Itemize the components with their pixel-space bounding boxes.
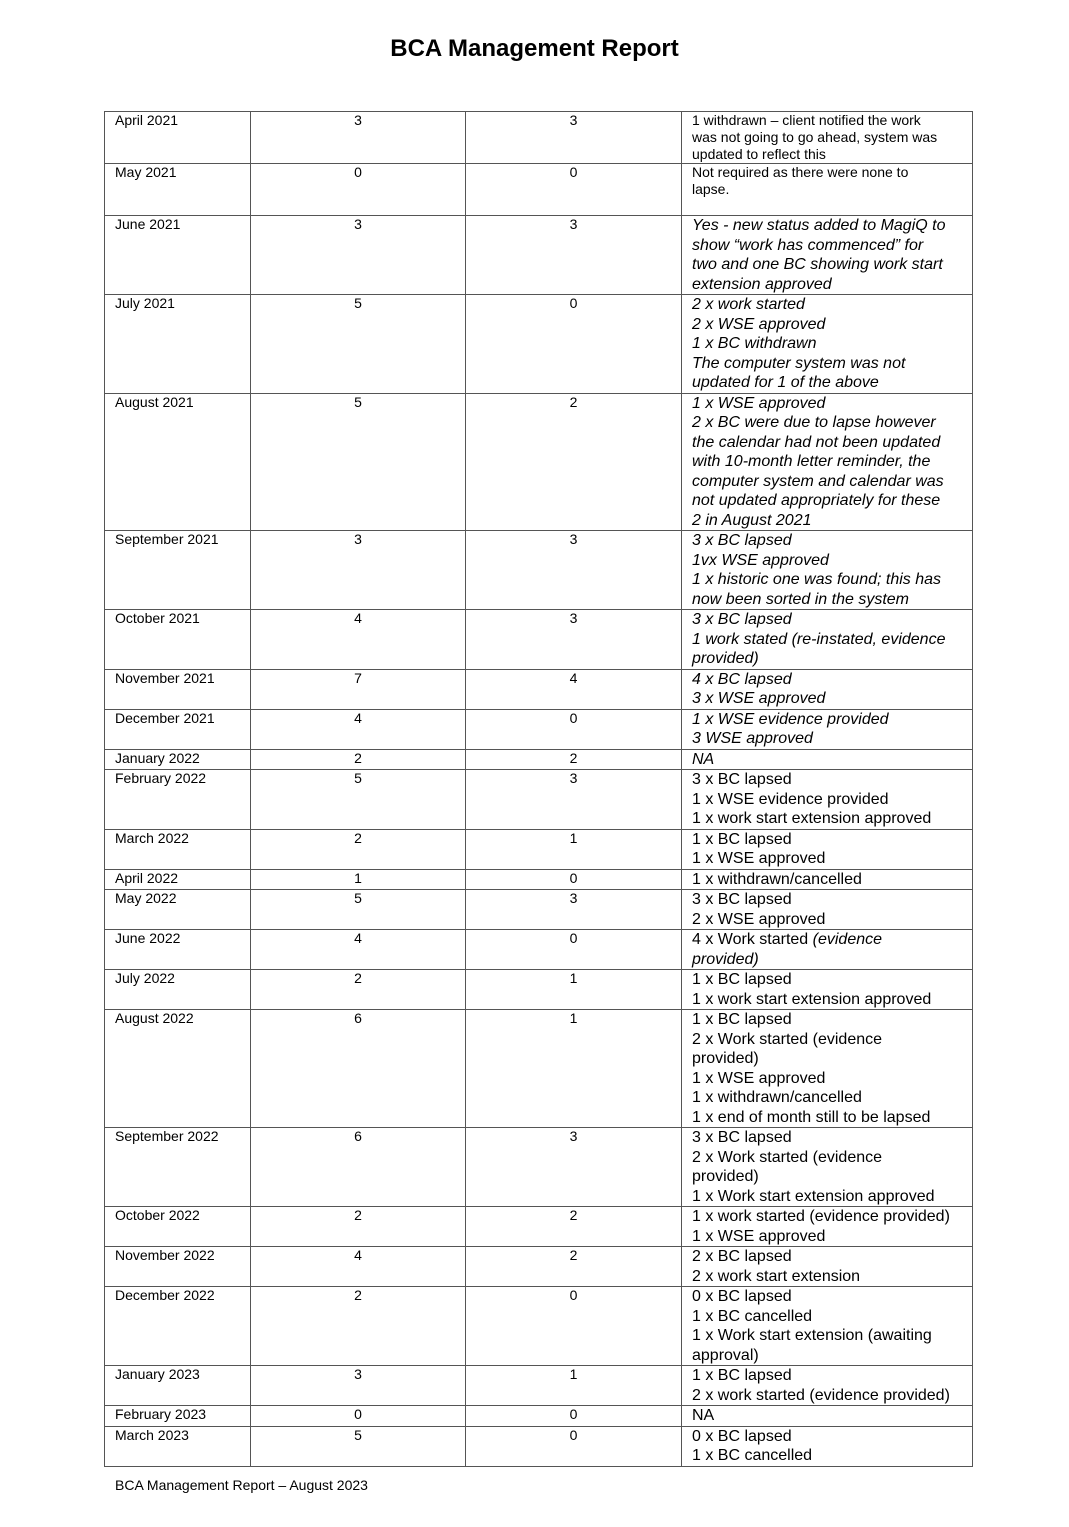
note-line: lapse. <box>692 181 730 197</box>
note-line: 1 x Work start extension approved <box>692 1187 935 1205</box>
note-line: the calendar had not been updated <box>692 433 941 451</box>
count-cell-first: 1 <box>251 869 466 890</box>
count-cell-second: 2 <box>466 749 682 770</box>
month-cell: September 2022 <box>105 1128 251 1207</box>
note-line: two and one BC showing work start <box>692 256 943 273</box>
count-cell-second: 2 <box>466 1247 682 1287</box>
note-line: 1 x BC lapsed <box>692 830 792 848</box>
month-cell: September 2021 <box>105 531 251 610</box>
count-cell-first: 5 <box>251 1426 466 1466</box>
month-cell: March 2022 <box>105 829 251 869</box>
note-line <box>692 930 966 950</box>
note-line: 1 x work started (evidence provided) <box>692 1208 950 1225</box>
count-cell-first: 4 <box>251 610 466 670</box>
note-line: 1 x BC lapsed <box>692 1367 792 1384</box>
notes-cell <box>682 610 973 670</box>
table-row <box>105 531 973 610</box>
notes-cell <box>682 869 973 890</box>
count-cell-second: 3 <box>466 610 682 670</box>
note-line: Not required as there were none to <box>692 164 909 180</box>
count-cell-first: 4 <box>251 930 466 970</box>
month-cell: June 2022 <box>105 930 251 970</box>
note-line: 1 x work start extension approved <box>692 810 932 827</box>
note-line: 1 x end of month still to be lapsed <box>692 1108 931 1126</box>
note-line: 2 x work start extension <box>692 1267 861 1285</box>
note-line: 0 x BC lapsed <box>692 1427 792 1445</box>
count-cell-first: 2 <box>251 829 466 869</box>
note-line: provided) <box>692 1050 759 1067</box>
table-row <box>105 1287 973 1366</box>
notes-cell <box>682 669 973 709</box>
note-line: 1 x WSE evidence provided <box>692 710 889 728</box>
note-line: 2 x work started <box>692 296 805 313</box>
note-line: 2 in August 2021 <box>692 511 812 529</box>
page-title: BCA Management Report <box>390 35 679 62</box>
note-line: 1 x BC withdrawn <box>692 335 817 352</box>
count-cell-first: 2 <box>251 970 466 1010</box>
count-cell-second: 0 <box>466 1406 682 1427</box>
report-table-body <box>105 112 973 1467</box>
count-cell-second: 3 <box>466 112 682 164</box>
count-cell-first: 0 <box>251 1406 466 1427</box>
notes-cell <box>682 970 973 1010</box>
month-cell: April 2022 <box>105 869 251 890</box>
count-cell-first: 5 <box>251 890 466 930</box>
note-line <box>692 950 966 970</box>
note-line: 1 x work start extension approved <box>692 990 932 1008</box>
month-cell: May 2022 <box>105 890 251 930</box>
count-cell-second: 4 <box>466 669 682 709</box>
note-line: 1 x WSE approved <box>692 850 826 867</box>
count-cell-first: 3 <box>251 531 466 610</box>
note-line: 2 x Work started (evidence <box>692 1148 883 1166</box>
month-cell: August 2021 <box>105 393 251 531</box>
notes-cell <box>682 216 973 295</box>
table-row <box>105 890 973 930</box>
note-line: 4 x BC lapsed <box>692 670 792 688</box>
note-line: computer system and calendar was <box>692 472 944 490</box>
note-line: 2 x BC lapsed <box>692 1248 792 1265</box>
note-line: 1vx WSE approved <box>692 551 829 569</box>
note-line: 3 x WSE approved <box>692 690 826 707</box>
count-cell-first: 4 <box>251 709 466 749</box>
month-cell: June 2021 <box>105 216 251 295</box>
count-cell-second: 0 <box>466 1426 682 1466</box>
note-line: 2 x WSE approved <box>692 910 826 928</box>
notes-cell <box>682 890 973 930</box>
table-row <box>105 1128 973 1207</box>
table-row <box>105 749 973 770</box>
table-row <box>105 869 973 890</box>
note-line: 1 x WSE approved <box>692 1069 826 1087</box>
notes-cell <box>682 770 973 830</box>
page-footer: BCA Management Report – August 2023 <box>115 1477 368 1493</box>
count-cell-second: 3 <box>466 890 682 930</box>
count-cell-first: 2 <box>251 1207 466 1247</box>
table-row <box>105 610 973 670</box>
count-cell-first: 6 <box>251 1010 466 1128</box>
month-cell: July 2021 <box>105 295 251 394</box>
count-cell-second: 3 <box>466 1128 682 1207</box>
count-cell-first: 4 <box>251 1247 466 1287</box>
table-row <box>105 970 973 1010</box>
count-cell-second: 0 <box>466 295 682 394</box>
note-line: approval) <box>692 1346 759 1364</box>
count-cell-second: 1 <box>466 1366 682 1406</box>
count-cell-first: 6 <box>251 1128 466 1207</box>
notes-cell <box>682 709 973 749</box>
month-cell: March 2023 <box>105 1426 251 1466</box>
note-line: 3 x BC lapsed <box>692 532 792 549</box>
count-cell-first: 2 <box>251 1287 466 1366</box>
count-cell-first: 0 <box>251 164 466 216</box>
notes-cell <box>682 1247 973 1287</box>
note-line: 3 WSE approved <box>692 730 813 747</box>
note-line: 1 x withdrawn/cancelled <box>692 870 862 888</box>
count-cell-first: 5 <box>251 393 466 531</box>
notes-cell <box>682 829 973 869</box>
note-line: was not going to go ahead, system was <box>692 129 938 145</box>
table-row <box>105 1010 973 1128</box>
note-line: 0 x BC lapsed <box>692 1288 792 1305</box>
count-cell-second: 0 <box>466 164 682 216</box>
note-line: show “work has commenced” for <box>692 236 924 254</box>
month-cell: January 2022 <box>105 749 251 770</box>
note-line: 1 work stated (re-instated, evidence <box>692 630 946 648</box>
table-row <box>105 1207 973 1247</box>
note-line: The computer system was not <box>692 354 906 372</box>
month-cell: December 2021 <box>105 709 251 749</box>
notes-cell <box>682 1287 973 1366</box>
month-cell: May 2021 <box>105 164 251 216</box>
note-line: not updated appropriately for these <box>692 492 941 509</box>
note-line: 1 x Work start extension (awaiting <box>692 1327 932 1344</box>
notes-cell <box>682 749 973 770</box>
note-line: 3 x BC lapsed <box>692 611 792 628</box>
count-cell-second: 1 <box>466 970 682 1010</box>
table-row <box>105 669 973 709</box>
count-cell-first: 5 <box>251 770 466 830</box>
note-line: 1 x BC cancelled <box>692 1447 813 1464</box>
note-line: 3 x BC lapsed <box>692 891 792 908</box>
note-line: Yes - new status added to MagiQ to <box>692 217 946 234</box>
note-line: extension approved <box>692 275 832 293</box>
count-cell-second: 0 <box>466 869 682 890</box>
table-row <box>105 770 973 830</box>
note-line: with 10-month letter reminder, the <box>692 453 931 470</box>
count-cell-second: 0 <box>466 1287 682 1366</box>
note-line: 2 x WSE approved <box>692 315 826 333</box>
month-cell: February 2022 <box>105 770 251 830</box>
notes-cell <box>682 393 973 531</box>
month-cell: July 2022 <box>105 970 251 1010</box>
count-cell-first: 2 <box>251 749 466 770</box>
note-line: provided) <box>692 650 759 667</box>
count-cell-second: 1 <box>466 1010 682 1128</box>
count-cell-first: 3 <box>251 216 466 295</box>
note-line: 2 x BC were due to lapse however <box>692 414 936 431</box>
note-line: NA <box>692 1407 715 1424</box>
note-line: 1 withdrawn – client notified the work <box>692 112 921 128</box>
table-row <box>105 1247 973 1287</box>
count-cell-first: 7 <box>251 669 466 709</box>
note-line: updated to reflect this <box>692 146 826 162</box>
table-row <box>105 393 973 531</box>
report-table <box>104 111 973 1467</box>
table-row <box>105 1366 973 1406</box>
month-cell: April 2021 <box>105 112 251 164</box>
month-cell: November 2022 <box>105 1247 251 1287</box>
count-cell-second: 3 <box>466 216 682 295</box>
notes-cell <box>682 164 973 216</box>
month-cell: October 2022 <box>105 1207 251 1247</box>
month-cell: January 2023 <box>105 1366 251 1406</box>
notes-cell <box>682 295 973 394</box>
count-cell-second: 2 <box>466 1207 682 1247</box>
table-row <box>105 295 973 394</box>
notes-cell <box>682 1010 973 1128</box>
count-cell-second: 0 <box>466 709 682 749</box>
table-row <box>105 930 973 970</box>
note-line: NA <box>692 750 715 768</box>
note-line: 2 x Work started (evidence <box>692 1030 883 1048</box>
note-line: 1 x historic one was found; this has <box>692 571 942 588</box>
month-cell: August 2022 <box>105 1010 251 1128</box>
table-row <box>105 216 973 295</box>
note-text-italic: (evidence <box>812 931 883 948</box>
table-row <box>105 1406 973 1427</box>
table-row <box>105 164 973 216</box>
note-text-italic: provided) <box>692 950 759 968</box>
notes-cell <box>682 1128 973 1207</box>
count-cell-second: 1 <box>466 829 682 869</box>
note-line: 1 x BC lapsed <box>692 971 792 988</box>
notes-cell <box>682 1366 973 1406</box>
count-cell-second: 2 <box>466 393 682 531</box>
note-line: 3 x BC lapsed <box>692 1129 792 1146</box>
note-line: 1 x WSE approved <box>692 394 826 412</box>
notes-cell <box>682 531 973 610</box>
note-line: provided) <box>692 1168 759 1185</box>
table-row <box>105 1426 973 1466</box>
note-line: 1 x BC lapsed <box>692 1011 792 1028</box>
table-row <box>105 709 973 749</box>
notes-cell <box>682 930 973 970</box>
note-text: 4 x Work started <box>692 931 813 948</box>
note-line: 1 x BC cancelled <box>692 1307 813 1325</box>
note-line: 2 x work started (evidence provided) <box>692 1386 950 1404</box>
note-line: 1 x WSE approved <box>692 1227 826 1245</box>
table-row <box>105 112 973 164</box>
table-row <box>105 829 973 869</box>
notes-cell <box>682 112 973 164</box>
note-line: updated for 1 of the above <box>692 374 879 391</box>
notes-cell <box>682 1207 973 1247</box>
note-line: 1 x WSE evidence provided <box>692 790 889 808</box>
month-cell: February 2023 <box>105 1406 251 1427</box>
count-cell-first: 3 <box>251 1366 466 1406</box>
count-cell-second: 0 <box>466 930 682 970</box>
count-cell-second: 3 <box>466 770 682 830</box>
count-cell-second: 3 <box>466 531 682 610</box>
notes-cell <box>682 1406 973 1427</box>
month-cell: October 2021 <box>105 610 251 670</box>
note-line: now been sorted in the system <box>692 590 910 608</box>
note-line: 3 x BC lapsed <box>692 771 792 788</box>
count-cell-first: 3 <box>251 112 466 164</box>
count-cell-first: 5 <box>251 295 466 394</box>
month-cell: December 2022 <box>105 1287 251 1366</box>
notes-cell <box>682 1426 973 1466</box>
month-cell: November 2021 <box>105 669 251 709</box>
note-line: 1 x withdrawn/cancelled <box>692 1089 862 1106</box>
